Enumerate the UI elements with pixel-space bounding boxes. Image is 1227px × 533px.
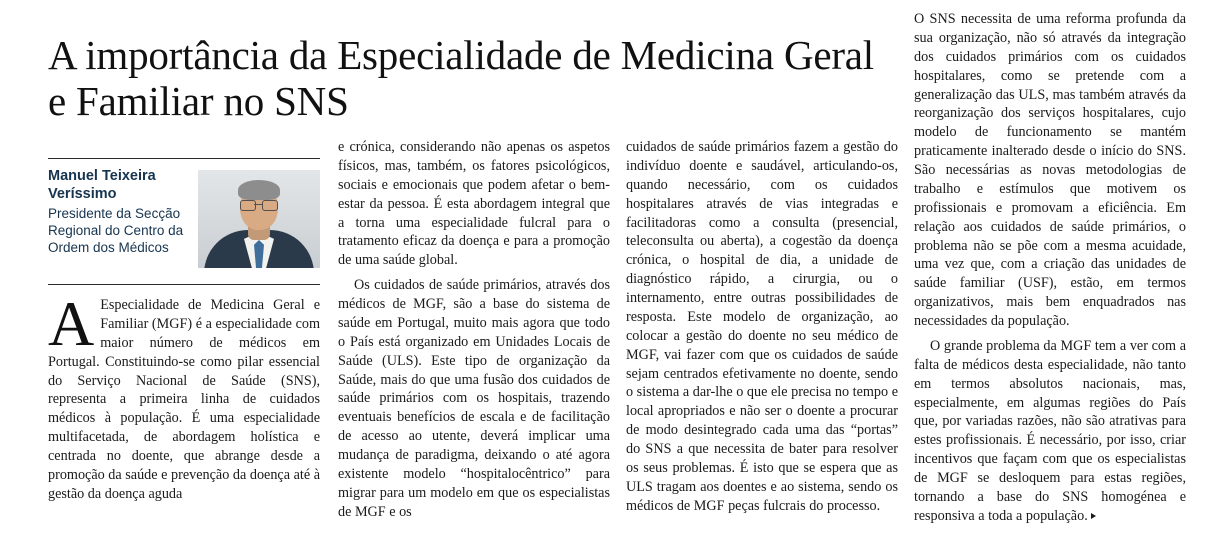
paragraph — [914, 10, 1186, 331]
paragraph-text: Especialidade de Medicina Geral e Familiar (MGF) é a especialidade com maior número de médicos em Portugal. Constituindo-se como pilar essencial do Serviço Nacional de Saúde (SNS), representa a primeira linha de cuidados médicos à população. É uma especialidade multifacetada, de abordagem holística e centrada no doente, que abrange desde a promoção da saúde e prevenção da doença até à gestão da doença aguda — [48, 297, 320, 502]
portrait-photo — [198, 170, 320, 268]
paragraph — [338, 138, 610, 270]
avatar — [198, 170, 320, 268]
paragraph-text: Os cuidados de saúde primários, através dos médicos de MGF, são a base do sistema de saúde em Portugal, muito mais agora que todo o País está organizado em Unidades Locais de Saúde (ULS). Este tipo de organização da Saúde, mais do que uma fusão dos cuidados de saúde primários com os hospitais, trazendo eventuais benefícios de escala e de facilitação de acesso ao utente, deverá implicar uma mudança de paradigma, deixando o até agora existente modelo “hospitalocêntrico” para migrar para um modelo em que os especialistas de MGF e os — [338, 277, 610, 520]
paragraph-text: e crónica, considerando não apenas os aspetos físicos, mas, também, os fatores psicológicos, sociais e emocionais que podem afetar o bem-estar da pessoa. É esta abordagem integral que a torna uma especialidade fulcral para o tratamento eficaz da doença e para a promoção de uma saúde global. — [338, 139, 610, 269]
paragraph-text: O grande problema da MGF tem a ver com a falta de médicos desta especialidade, não tanto em termos absolutos nacionais, mas, especialmente, em algumas regiões do País que, por variadas razões, não são atrativas para estes profissionais. É necessário, por isso, criar incentivos que façam com que os especialistas de MGF se desloquem para estas regiões, tornando a base do SNS homogénea e responsiva a toda a população. — [914, 337, 1186, 524]
paragraph — [338, 276, 610, 521]
end-mark-icon — [1091, 513, 1096, 519]
author-divider-top — [48, 158, 320, 159]
page-title: A importância da Especialidade de Medicina Geral e Familiar no SNS — [48, 32, 874, 125]
body-column-1 — [48, 288, 320, 510]
photo-glasses-left — [240, 200, 256, 211]
paragraph — [626, 138, 898, 516]
drop-cap: A — [48, 288, 95, 359]
photo-hair — [238, 180, 280, 200]
author-role: Presidente da Secção Regional do Centro da Ordem dos Médicos — [48, 206, 184, 256]
paragraph-text: O SNS necessita de uma reforma profunda da sua organização, não só através da integração dos cuidados primários com os cuidados hospitalares, como se pretende com a generalização das ULS, mas também através da reorganização dos serviços hospitalares, cujo modelo de funcionamento se mantém praticamente inalterado desde o início do SNS. São necessárias as novas metodologias de trabalho e estímulos que motivem os profissionais e promovam a eficiência. Em relação aos cuidados de saúde primários, o problema não se põe com a mesma acuidade, uma vez que, com a criação das unidades de saúde familiar (USF), estão, em termos organizativos, mais bem enquadrados nas necessidades da população. — [914, 11, 1186, 329]
photo-glasses-right — [262, 200, 278, 211]
paragraph-text: cuidados de saúde primários fazem a gestão do indivíduo doente e saudável, articulando-os, quando necessário, com os cuidados hospitalares através de vias integradas e facilitadoras como a consulta (presencial, teleconsulta ou aberta), a cogestão da doença crónica, o hospital de dia, a unidade de diagnóstico rápido, a cirurgia, ou o internamento, entre outras possibilidades de resposta. Este modelo de organização, ao colocar a gestão do doente no seu médico de MGF, vai fazer com que os cuidados de saúde sejam centrados efetivamente no doente, sendo o sistema a dar-lhe o que ele precisa no tempo e local apropriados e não ser o doente a procurar de modo desintegrado cada uma das “portas” do SNS a que necessita de bater para resolver os seus problemas. É isto que se espera que as ULS tragam aos doentes e ao sistema, sendo os médicos de MGF peças fulcrais do processo. — [626, 139, 898, 514]
body-column-3 — [626, 138, 898, 522]
body-column-4 — [914, 10, 1186, 532]
author-divider-bottom — [48, 284, 320, 285]
paragraph — [48, 288, 320, 504]
author-name: Manuel Teixeira Veríssimo — [48, 168, 156, 202]
body-column-2 — [338, 138, 610, 528]
photo-glasses-bridge — [254, 204, 262, 205]
paragraph — [914, 337, 1186, 526]
author-block — [48, 168, 320, 257]
